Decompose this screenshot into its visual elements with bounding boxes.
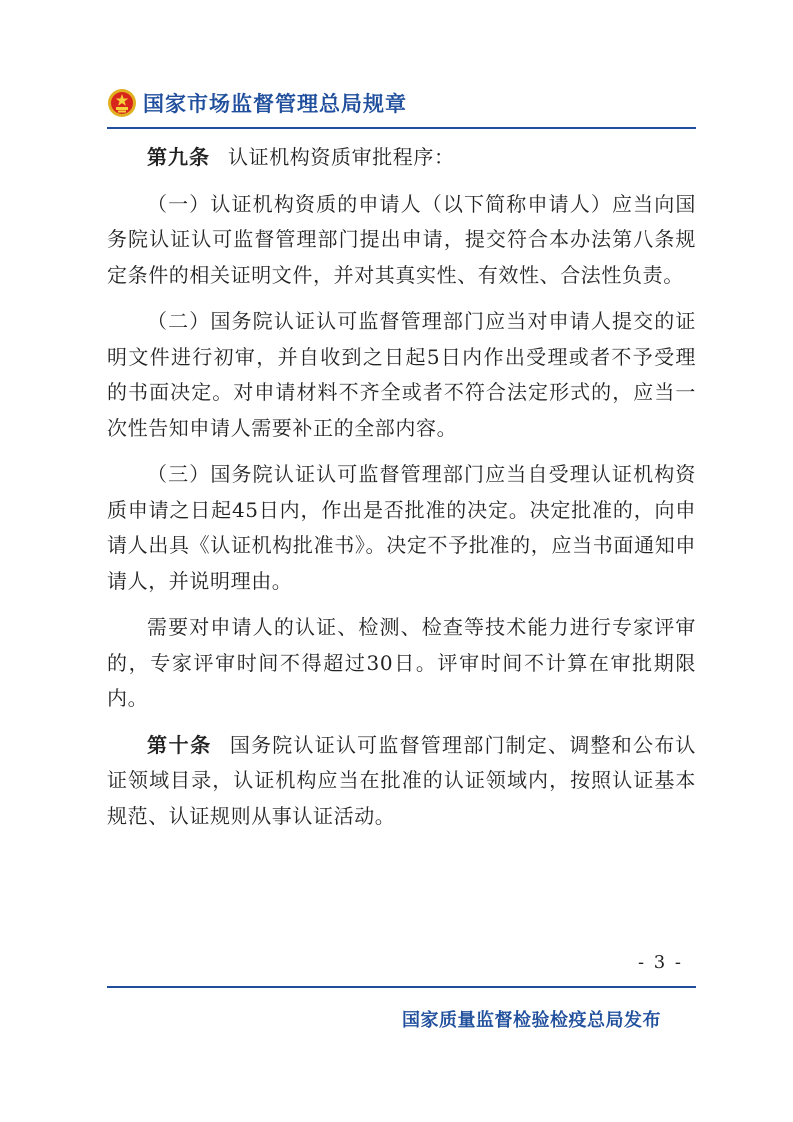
article-paragraph: 第十条 国务院认证认可监督管理部门制定、调整和公布认证领域目录，认证机构应当在批准的认证领域内，按照认证基本规范、认证规则从事认证活动。 — [107, 732, 697, 828]
footer-divider — [107, 986, 696, 988]
article-paragraph: （一）认证机构资质的申请人（以下简称申请人）应当向国务院认证认可监督管理部门提出申请，提交符合本办法第八条规定条件的相关证明文件，并对其真实性、有效性、合法性负责。 — [107, 191, 696, 287]
article-paragraph: 第九条 认证机构资质审批程序： — [147, 145, 455, 169]
document-body — [107, 140, 696, 834]
article-heading: 第十条 — [147, 732, 212, 757]
national-emblem-icon — [107, 88, 137, 118]
article-paragraph: 需要对申请人的认证、检测、检查等技术能力进行专家评审的，专家评审时间不得超过30日。评审时间不计算在审批期限内。 — [107, 615, 696, 710]
footer-publisher: 国家质量监督检验检疫总局发布 — [402, 1010, 661, 1031]
article-heading: 第九条 — [147, 145, 210, 169]
page-number: - 3 - — [637, 952, 683, 973]
article-paragraph: （二）国务院认证认可监督管理部门应当对申请人提交的证明文件进行初审，并自收到之日起5日内作出受理或者不予受理的书面决定。对申请材料不齐全或者不符合法定形式的，应当一次性告知申请人需要补正的全部内容。 — [107, 309, 696, 440]
header-divider — [107, 127, 696, 129]
article-paragraph: （三）国务院认证认可监督管理部门应当自受理认证机构资质申请之日起45日内，作出是否批准的决定。决定批准的，向申请人出具《认证机构批准书》。决定不予批准的，应当书面通知申请人，并说明理由。 — [107, 462, 696, 593]
header-title: 国家市场监督管理总局规章 — [143, 92, 407, 116]
page-header — [107, 86, 407, 120]
